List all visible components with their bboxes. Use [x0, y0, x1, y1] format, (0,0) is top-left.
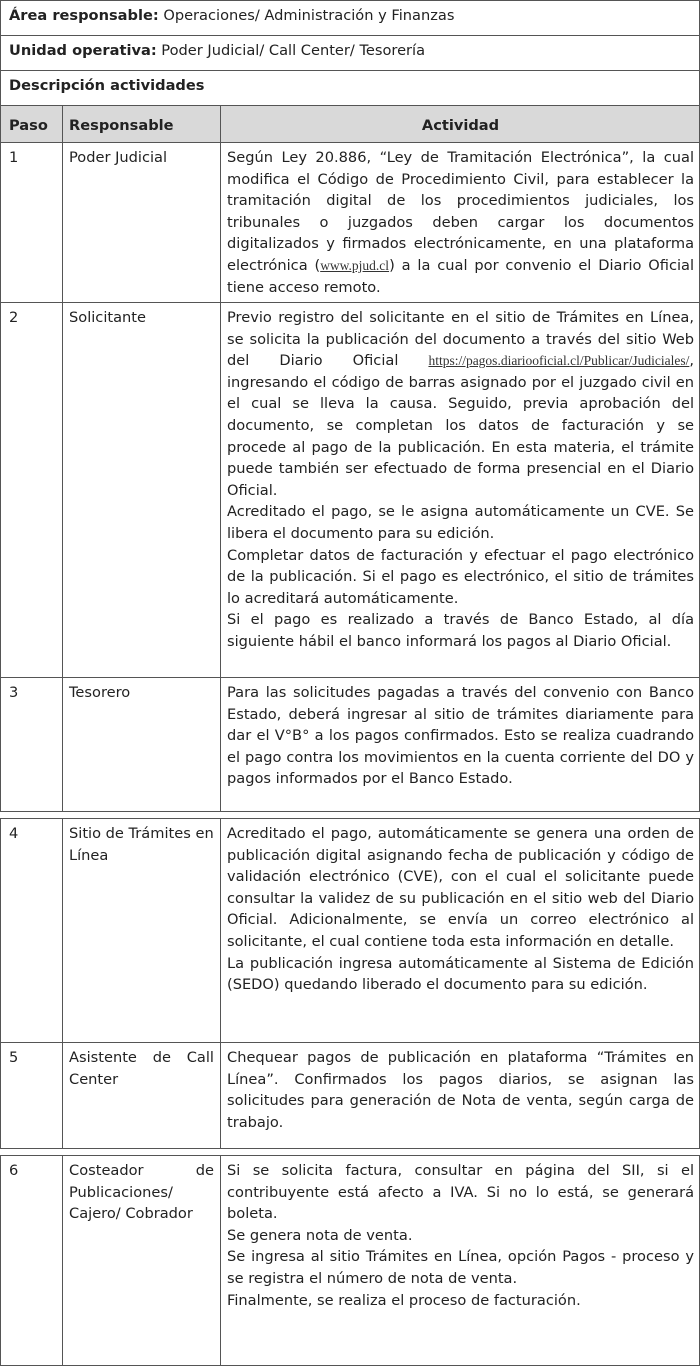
- row-gap: [1, 1149, 700, 1156]
- actividad-cell: [221, 303, 700, 678]
- actividad-cell: [221, 143, 700, 303]
- row-gap: [1, 812, 700, 819]
- paso-cell: 3: [1, 678, 63, 812]
- paso-cell: 4: [1, 819, 63, 1043]
- header-actividad: Actividad: [221, 106, 700, 143]
- paso-cell: 1: [1, 143, 63, 303]
- responsable-cell: Sitio de Trámites en Línea: [63, 819, 221, 1043]
- paso-cell: 2: [1, 303, 63, 678]
- responsable-cell: Poder Judicial: [63, 143, 221, 303]
- table-row: [1, 1043, 700, 1149]
- header-paso: Paso: [1, 106, 63, 143]
- actividad-text: Previo registro del solicitante en el sitio de Trámites en Línea, se solicita la publicación del documento a través del sitio Web del Diario Oficial: [227, 309, 695, 370]
- gap-cell: [1, 1149, 700, 1156]
- actividad-cell: Para las solicitudes pagadas a través del convenio con Banco Estado, deberá ingresar al sitio de trámites diariamente para dar el V°B° a los pagos confirmados. Esto se realiza cuadrando el pago contra los movimientos en la cuenta corriente del DO y pagos informados por el Banco Estado.: [221, 678, 700, 812]
- paso-cell: 6: [1, 1156, 63, 1366]
- table-row: [1, 1156, 700, 1366]
- responsable-cell: Asistente de Call Center: [63, 1043, 221, 1149]
- table-row: [1, 678, 700, 812]
- unit-row: [1, 36, 700, 71]
- section-title: Descripción actividades: [1, 71, 700, 106]
- area-value: Operaciones/ Administración y Finanzas: [163, 7, 455, 24]
- actividad-paragraph: Se ingresa al sitio Trámites en Línea, opción Pagos - proceso y se registra el número de nota de venta.: [227, 1248, 695, 1287]
- actividad-paragraph: La publicación ingresa automáticamente al Sistema de Edición (SEDO) quedando liberado el documento para su edición.: [227, 954, 695, 994]
- actividad-cell: Chequear pagos de publicación en plataforma “Trámites en Línea”. Confirmados los pagos diarios, se asignan las solicitudes para generación de Nota de venta, según carga de trabajo.: [221, 1043, 700, 1149]
- actividad-paragraph: Acreditado el pago, se le asigna automáticamente un CVE. Se libera el documento para su edición.: [227, 503, 695, 542]
- table-row: [1, 819, 700, 1043]
- paso-cell: 5: [1, 1043, 63, 1149]
- header-responsable: Responsable: [63, 106, 221, 143]
- diariooficial-link[interactable]: https://pagos.diariooficial.cl/Publicar/Judiciales/: [428, 353, 690, 369]
- actividad-paragraph: Se genera nota de venta.: [227, 1226, 413, 1244]
- section-title-row: [1, 71, 700, 106]
- gap-cell: [1, 812, 700, 819]
- unit-cell: [1, 36, 700, 71]
- table-header-row: [1, 106, 700, 143]
- unit-label: Unidad operativa:: [9, 42, 157, 59]
- actividad-paragraph: Si el pago es realizado a través de Banco Estado, al día siguiente hábil el banco informará los pagos al Diario Oficial.: [227, 611, 695, 650]
- actividad-paragraph: [227, 307, 694, 501]
- actividad-text-cont: , ingresando el código de barras asignado por el juzgado civil en el cual se lleva la causa. Seguido, previa aprobación del documento, se completan los datos de facturación y se procede al pago de la publicación. En esta materia, el trámite puede también ser efectuado de forma presencial en el Diario Oficial.: [227, 352, 695, 499]
- actividad-text-cont: ) a la cual por convenio el Diario Oficial tiene acceso remoto.: [227, 256, 695, 296]
- actividad-cell: [221, 819, 700, 1043]
- responsable-cell: Costeador de Publicaciones/ Cajero/ Cobrador: [63, 1156, 221, 1366]
- table-row: [1, 143, 700, 303]
- actividad-cell: [221, 1156, 700, 1366]
- actividad-text: Según Ley 20.886, “Ley de Tramitación Electrónica”, la cual modifica el Código de Procedimiento Civil, para establecer la tramitación digital de los procedimientos judiciales, los tribunales o juzgados deben cargar los documentos digitalizados y firmados electrónicamente, en una plataforma electrónica (: [227, 149, 695, 274]
- actividad-paragraph: Acreditado el pago, automáticamente se genera una orden de publicación digital asignando fecha de publicación y código de validación electrónico (CVE), con el cual el solicitante puede consultar la validez de su publicación en el sitio web del Diario Oficial. Adicionalmente, se envía un correo electrónico al solicitante, el cual contiene toda esta información en detalle.: [227, 825, 695, 950]
- actividad-paragraph: Si se solicita factura, consultar en página del SII, si el contribuyente está afecto a IVA. Si no lo está, se generará boleta.: [227, 1162, 695, 1223]
- actividad-paragraph: Finalmente, se realiza el proceso de facturación.: [227, 1291, 581, 1309]
- pjud-link[interactable]: www.pjud.cl: [320, 257, 390, 273]
- responsable-cell: Solicitante: [63, 303, 221, 678]
- area-row: [1, 1, 700, 36]
- table-row: [1, 303, 700, 678]
- area-cell: [1, 1, 700, 36]
- area-label: Área responsable:: [9, 7, 159, 24]
- responsable-cell: Tesorero: [63, 678, 221, 812]
- actividad-paragraph: Completar datos de facturación y efectuar el pago electrónico de la publicación. Si el pago es electrónico, el sitio de trámites lo acreditará automáticamente.: [227, 546, 695, 607]
- unit-value: Poder Judicial/ Call Center/ Tesorería: [161, 42, 426, 59]
